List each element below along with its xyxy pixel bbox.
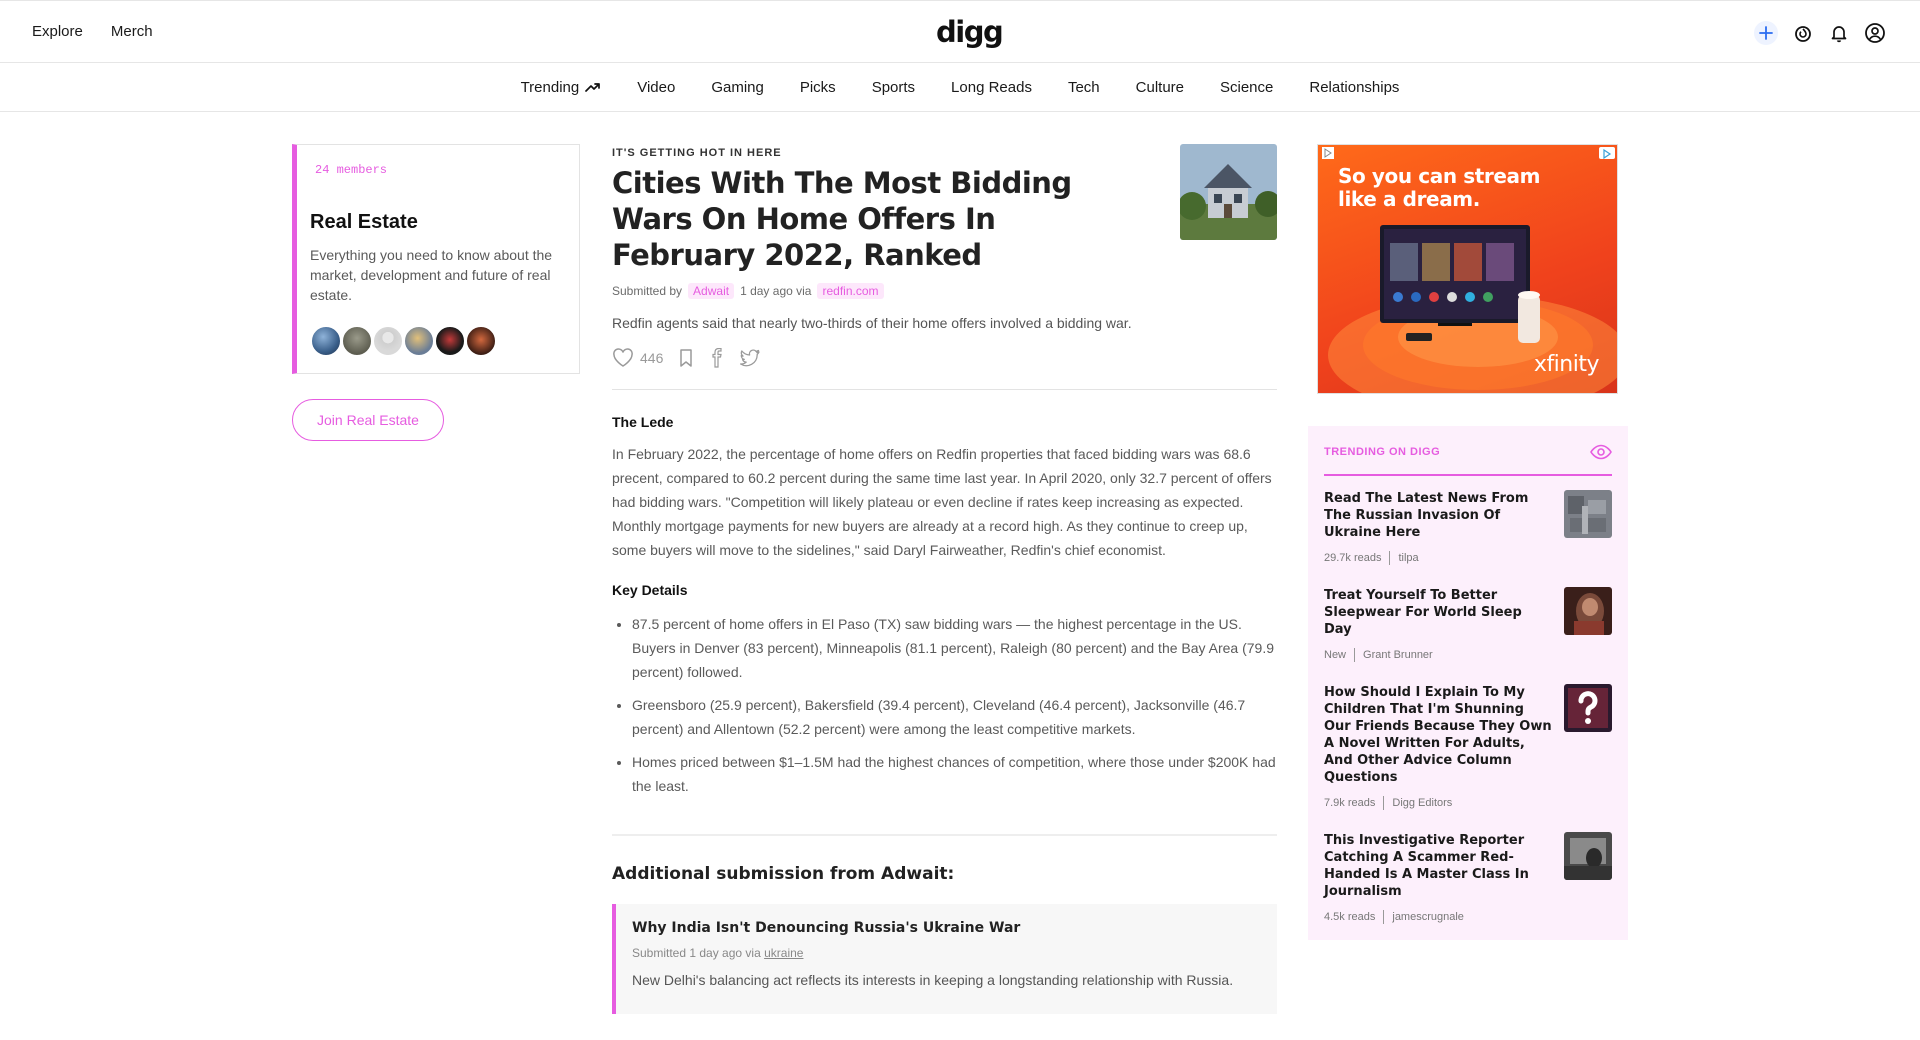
additional-meta-label: Submitted 1 day ago via	[632, 946, 761, 960]
ad-headline-line: like a dream.	[1338, 187, 1480, 211]
ad-headline-line: So you can stream	[1338, 164, 1541, 188]
key-details-list	[612, 612, 1277, 798]
trending-item-author[interactable]: tilpa	[1398, 552, 1419, 564]
submit-plus-button[interactable]	[1754, 21, 1778, 45]
key-details-heading: Key Details	[612, 582, 688, 598]
nav-long-reads[interactable]: Long Reads	[951, 78, 1032, 96]
avatar[interactable]	[465, 325, 497, 357]
join-group-button[interactable]: Join Real Estate	[292, 399, 444, 441]
trending-item-text	[1324, 490, 1552, 565]
question-mark-icon	[1564, 684, 1612, 732]
trending-item-title[interactable]: How Should I Explain To My Children That I'm Shunning Our Friends Because They Own A Novel Written For Adults, And Other Advice Column Questions	[1324, 685, 1552, 785]
nav-label: Trending	[520, 78, 580, 96]
article-headline[interactable]: Cities With The Most Bidding Wars On Home Offers In February 2022, Ranked	[612, 166, 1072, 272]
trending-item-author[interactable]: jamescrugnale	[1392, 911, 1464, 923]
divider	[1354, 648, 1355, 662]
trending-item-meta	[1324, 796, 1552, 810]
member-avatars	[310, 325, 496, 357]
list-item: • Greensboro (25.9 percent), Bakersfield (39.4 percent), Cleveland (46.4 percent), Jacksonville (46.7 percent) and Allentown (52.2 percent) were among the least competitive markets.	[632, 693, 1277, 741]
additional-submission-card[interactable]	[612, 904, 1277, 1014]
merch-link[interactable]: Merch	[110, 23, 153, 40]
trending-item-text	[1324, 832, 1552, 924]
notifications-button[interactable]	[1828, 22, 1850, 44]
category-nav	[0, 63, 1920, 112]
trending-item-author[interactable]: Digg Editors	[1392, 797, 1453, 809]
author-link[interactable]: Adwait	[688, 283, 734, 299]
ad-headline	[1338, 165, 1540, 211]
nav-gaming[interactable]: Gaming	[711, 78, 764, 96]
explore-link[interactable]: Explore	[32, 23, 83, 40]
ad-brand: xfinity	[1533, 352, 1599, 377]
bookmark-icon[interactable]	[677, 348, 695, 368]
submitted-by-label: Submitted by	[612, 284, 683, 298]
nav-relationships[interactable]: Relationships	[1309, 78, 1400, 96]
adchoices-icon[interactable]	[1599, 147, 1615, 159]
divider	[1383, 910, 1384, 924]
bell-icon	[1829, 23, 1849, 43]
member-count: 24 members	[315, 163, 388, 177]
trending-item-title[interactable]: This Investigative Reporter Catching A Scammer Red-Handed Is A Master Class In Journalism	[1324, 833, 1529, 899]
heart-icon	[612, 348, 634, 368]
group-card[interactable]	[292, 144, 580, 374]
group-description: Everything you need to know about the market, development and future of real estate.	[310, 247, 553, 303]
time-label: 1 day ago via	[740, 284, 812, 298]
trending-item-thumbnail[interactable]	[1564, 832, 1612, 880]
trending-header	[1324, 444, 1612, 476]
flame-icon	[1793, 23, 1813, 43]
nav-trending[interactable]	[503, 79, 620, 96]
trending-item-title[interactable]: Treat Yourself To Better Sleepwear For World Sleep Day	[1324, 588, 1522, 637]
trending-item-stat: New	[1324, 649, 1347, 661]
trending-item-stat: 7.9k reads	[1324, 797, 1376, 809]
avatar[interactable]	[403, 325, 435, 357]
divider	[1383, 796, 1384, 810]
trending-item-text	[1324, 587, 1552, 662]
like-button[interactable]	[612, 348, 663, 368]
list-item: • 87.5 percent of home offers in El Paso (TX) saw bidding wars — the highest percentage in the US. Buyers in Denver (83 percent), Minneapolis (81.1 percent), Raleigh (80 percent) and the Bay Area (79.9 percent) followed.	[632, 612, 1277, 684]
top-right-actions	[1754, 21, 1886, 45]
trending-item-stat: 4.5k reads	[1324, 911, 1376, 923]
trending-item-text	[1324, 684, 1552, 810]
submission-meta	[612, 283, 1277, 299]
divider	[612, 834, 1277, 836]
additional-submission-description: New Delhi's balancing act reflects its interests in keeping a longstanding relationship with Russia.	[632, 972, 1234, 988]
source-link[interactable]: redfin.com	[817, 283, 883, 299]
xfinity-ad[interactable]	[1317, 144, 1618, 394]
additional-submission-title[interactable]: Why India Isn't Denouncing Russia's Ukraine War	[632, 920, 1021, 936]
trending-arrow-icon	[585, 81, 601, 93]
avatar[interactable]	[341, 325, 373, 357]
article-actions	[612, 348, 1277, 368]
group-title[interactable]: Real Estate	[310, 211, 418, 233]
trending-item-title[interactable]: Read The Latest News From The Russian Invasion Of Ukraine Here	[1324, 491, 1529, 540]
user-circle-icon	[1864, 22, 1886, 44]
article	[612, 144, 1277, 1014]
dig-button[interactable]	[1792, 22, 1814, 44]
twitter-icon[interactable]	[739, 349, 761, 367]
trending-item-thumbnail[interactable]	[1564, 587, 1612, 635]
trending-item-thumbnail[interactable]	[1564, 490, 1612, 538]
divider	[612, 389, 1277, 390]
digg-logo[interactable]: digg	[936, 15, 1003, 49]
nav-picks[interactable]: Picks	[799, 78, 836, 96]
lede-text: In February 2022, the percentage of home offers on Redfin properties that faced bidding wars was 68.6 precent, compared to 60.2 percent during the same time last year. In April 2020, only 32.7 percent of offers had bidding wars. "Competition will likely plateau or even decline if rates keep increasing as expected. Monthly mortgage payments for new buyers are already at a record high. As they continue to creep up, some buyers will move to the sidelines," said Daryl Fairweather, Redfin's chief economist.	[612, 446, 1272, 558]
ad-info-icon[interactable]	[1322, 147, 1334, 159]
lede-heading: The Lede	[612, 414, 674, 430]
article-thumbnail[interactable]	[1180, 144, 1277, 240]
trending-item[interactable]	[1324, 587, 1612, 662]
trending-heading: TRENDING ON DIGG	[1324, 446, 1441, 458]
trending-panel	[1308, 426, 1628, 940]
trending-item[interactable]	[1324, 684, 1612, 810]
trending-item[interactable]	[1324, 490, 1612, 565]
like-count: 446	[640, 350, 664, 366]
article-summary: Redfin agents said that nearly two-thirds of their home offers involved a bidding war.	[612, 315, 1132, 331]
avatar[interactable]	[372, 325, 404, 357]
additional-submission-heading: Additional submission from Adwait:	[612, 864, 955, 884]
plus-icon	[1759, 26, 1773, 40]
trending-item-stat: 29.7k reads	[1324, 552, 1382, 564]
trending-item-meta	[1324, 910, 1552, 924]
top-left-links	[32, 23, 153, 40]
nav-tech[interactable]: Tech	[1067, 78, 1100, 96]
avatar[interactable]	[310, 325, 342, 357]
trending-item-meta	[1324, 551, 1552, 565]
eye-icon[interactable]	[1590, 444, 1612, 460]
nav-culture[interactable]: Culture	[1135, 78, 1184, 96]
list-item: • Homes priced between $1–1.5M had the highest chances of competition, where those under $200K had the least.	[632, 750, 1277, 798]
article-kicker: IT'S GETTING HOT IN HERE	[612, 147, 782, 159]
avatar[interactable]	[434, 325, 466, 357]
trending-item-meta	[1324, 648, 1552, 662]
trending-item[interactable]	[1324, 832, 1612, 924]
top-bar	[0, 0, 1920, 63]
account-button[interactable]	[1864, 22, 1886, 44]
nav-video[interactable]: Video	[637, 78, 676, 96]
nav-sports[interactable]: Sports	[871, 78, 916, 96]
house-image	[1180, 144, 1277, 240]
trending-item-thumbnail[interactable]	[1564, 684, 1612, 732]
additional-submission-meta	[632, 946, 1257, 960]
facebook-icon[interactable]	[709, 348, 725, 368]
additional-source-link[interactable]: ukraine	[764, 946, 804, 960]
nav-science[interactable]: Science	[1220, 78, 1274, 96]
trending-item-author[interactable]: Grant Brunner	[1363, 649, 1433, 661]
divider	[1389, 551, 1390, 565]
